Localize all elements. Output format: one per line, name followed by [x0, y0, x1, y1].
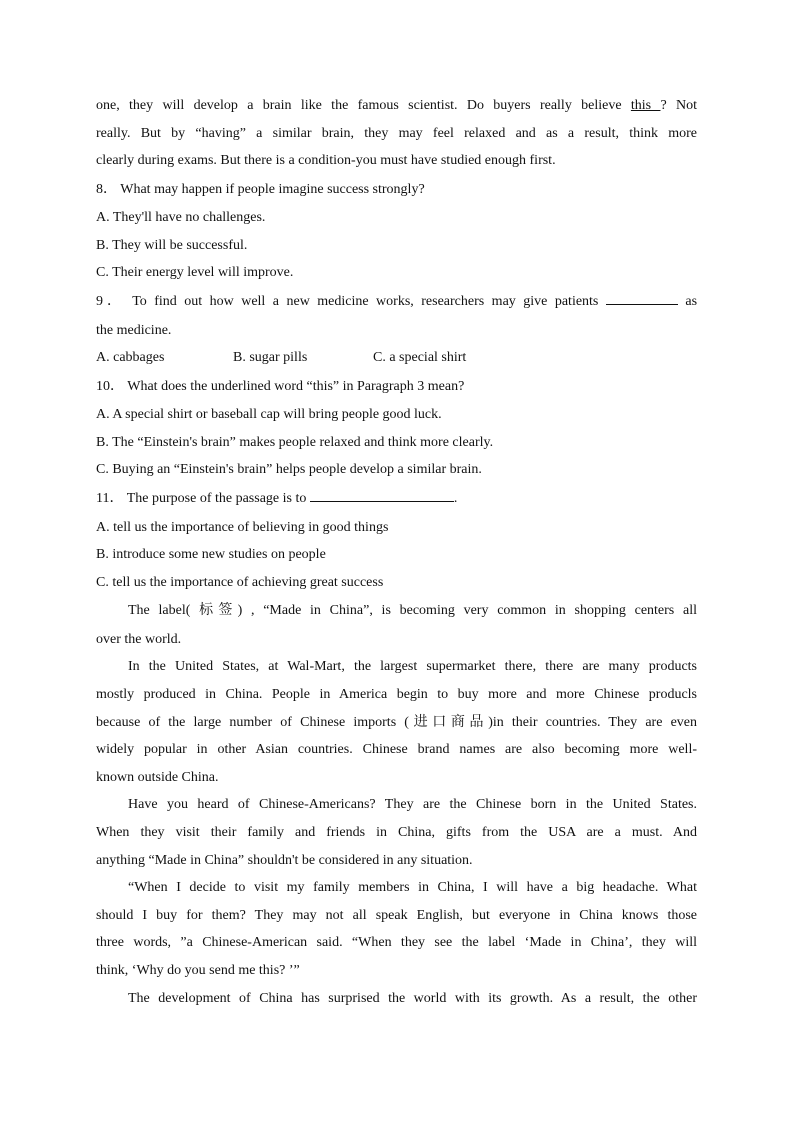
- paragraph-line: widely popular in other Asian countries. Chinese brand names are also becoming more well-: [96, 742, 697, 758]
- answer-option: B. sugar pills: [233, 350, 308, 366]
- paragraph-line: In the United States, at Wal-Mart, the largest supermarket there, there are many products: [128, 659, 697, 675]
- question-10: [96, 372, 697, 484]
- answer-option: C. tell us the importance of achieving great success: [96, 574, 384, 590]
- question-stem: 8． What may happen if people imagine success strongly?: [96, 181, 425, 197]
- answer-option: B. introduce some new studies on people: [96, 547, 326, 563]
- paragraph-line: three words, ”a Chinese-American said. “When they see the label ‘Made in China’, they will: [96, 935, 697, 951]
- question-11: [96, 484, 697, 596]
- answer-option: C. Their energy level will improve.: [96, 265, 294, 281]
- paragraph-line: The label( 标签) , “Made in China”, is becoming very common in shopping centers all: [128, 603, 697, 619]
- underlined-word-this: this: [630, 98, 661, 113]
- answer-option: B. The “Einstein's brain” makes people relaxed and think more clearly.: [96, 434, 494, 450]
- paragraph-line: over the world.: [96, 631, 182, 647]
- paragraph: [96, 985, 697, 1013]
- paragraph-line: think, ‘Why do you send me this? ’”: [96, 962, 300, 978]
- paragraph-line: because of the large number of Chinese imports (进口商品)in their countries. They are even: [96, 714, 697, 730]
- answer-option: B. They will be successful.: [96, 237, 248, 253]
- answer-option: A. They'll have no challenges.: [96, 210, 266, 226]
- paragraph-line: anything “Made in China” shouldn't be considered in any situation.: [96, 852, 473, 868]
- answer-blank: [310, 489, 454, 502]
- passage-line: clearly during exams. But there is a condition-you must have studied enough first.: [96, 153, 556, 169]
- inline-options: [96, 344, 697, 372]
- paragraph: [96, 596, 697, 653]
- answer-option: A. A special shirt or baseball cap will bring people good luck.: [96, 407, 442, 423]
- question-number: 10．: [96, 378, 124, 394]
- passage-line: one, they will develop a brain like the famous scientist. Do buyers really believe this ? Not: [96, 98, 697, 113]
- paragraph-line: “When I decide to visit my family members in China, I will have a big headache. What: [128, 880, 697, 896]
- paragraph-line: When they visit their family and friends in China, gifts from the USA are a must. And: [96, 824, 697, 840]
- paragraph: [96, 874, 697, 984]
- paragraph: [96, 653, 697, 791]
- question-number: 8．: [96, 181, 117, 197]
- question-number: 9．: [96, 294, 125, 310]
- question-stem: 9． To find out how well a new medicine works, researchers may give patients as: [96, 294, 697, 310]
- question-stem-continued: the medicine.: [96, 322, 172, 338]
- answer-option: C. Buying an “Einstein's brain” helps people develop a similar brain.: [96, 462, 482, 478]
- paragraph-line: known outside China.: [96, 769, 219, 785]
- answer-option: A. tell us the importance of believing in good things: [96, 519, 389, 535]
- answer-blank: [606, 292, 678, 305]
- paragraph: [96, 791, 697, 874]
- paragraph-line: Have you heard of Chinese-Americans? They are the Chinese born in the United States.: [128, 797, 697, 813]
- next-passage: [96, 596, 697, 1012]
- previous-passage: [96, 92, 697, 175]
- answer-option: A. cabbages: [96, 350, 165, 366]
- question-9: [96, 287, 697, 372]
- question-number: 11．: [96, 491, 124, 507]
- document-content: [96, 92, 697, 1012]
- question-stem: 11． The purpose of the passage is to .: [96, 491, 458, 507]
- passage-line: really. But by “having” a similar brain, they may feel relaxed and as a result, think more: [96, 125, 697, 141]
- answer-option: C. a special shirt: [373, 350, 467, 366]
- paragraph-line: The development of China has surprised the world with its growth. As a result, the other: [128, 990, 697, 1006]
- question-stem: 10． What does the underlined word “this” in Paragraph 3 mean?: [96, 378, 465, 394]
- question-8: [96, 175, 697, 287]
- paragraph-line: mostly produced in China. People in America begin to buy more and more Chinese producls: [96, 687, 697, 702]
- paragraph-line: should I buy for them? They may not all speak English, but everyone in China knows those: [96, 907, 697, 923]
